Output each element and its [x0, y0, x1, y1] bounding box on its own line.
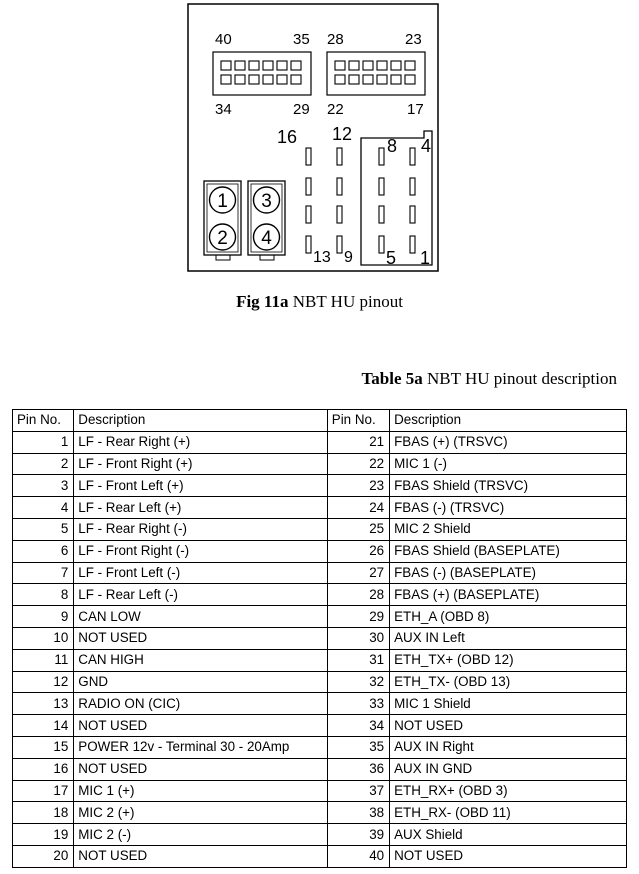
pin-square — [335, 75, 345, 84]
pin-number: 9 — [13, 606, 74, 628]
figure-caption — [0, 292, 639, 312]
pin-number: 37 — [327, 780, 389, 802]
pin-number: 5 — [13, 518, 74, 540]
pin-slot — [306, 178, 311, 195]
pin-slot — [410, 148, 415, 165]
figure-caption-label: Fig 11a — [236, 292, 289, 311]
pin-square — [221, 61, 231, 70]
pin-number: 26 — [327, 540, 389, 562]
pin-square — [235, 61, 245, 70]
pin-description: LF - Front Left (-) — [74, 562, 327, 584]
pin-slot — [410, 178, 415, 195]
table-row — [13, 584, 627, 606]
pin-description: NOT USED — [74, 627, 327, 649]
label-pin-35: 35 — [293, 31, 310, 48]
pin-description: ETH_TX- (OBD 13) — [390, 671, 627, 693]
pin-square — [363, 61, 373, 70]
table-row — [13, 627, 627, 649]
table-header-row — [13, 410, 627, 432]
pin-number: 39 — [327, 824, 389, 846]
pin-number: 22 — [327, 453, 389, 475]
label-pin-1: 1 — [420, 248, 431, 268]
pinout-table — [12, 409, 627, 868]
pin-number: 6 — [13, 540, 74, 562]
pin-number: 34 — [327, 715, 389, 737]
pin-number: 18 — [13, 802, 74, 824]
pin-slot — [306, 206, 311, 223]
label-pin-13: 13 — [313, 249, 331, 266]
pin-slot — [337, 236, 342, 253]
pin-number: 31 — [327, 649, 389, 671]
pin-description: FBAS (-) (BASEPLATE) — [390, 562, 627, 584]
table-row — [13, 431, 627, 453]
power-block-right-tab — [260, 255, 274, 260]
label-pin-8: 8 — [387, 136, 398, 156]
pin-slot — [379, 148, 384, 165]
pin-slot — [337, 148, 342, 165]
table-row — [13, 736, 627, 758]
pin-square — [277, 61, 287, 70]
pin-number: 1 — [13, 431, 74, 453]
label-pin-22: 22 — [327, 101, 344, 118]
header-description-left: Description — [74, 410, 327, 432]
table-caption-label: Table 5a — [361, 369, 423, 388]
pin-number: 17 — [13, 780, 74, 802]
pin-slot — [306, 236, 311, 253]
power-label-1: 1 — [217, 191, 228, 212]
pin-number: 28 — [327, 584, 389, 606]
pin-number: 38 — [327, 802, 389, 824]
power-label-3: 3 — [261, 191, 272, 212]
pin-description: POWER 12v - Terminal 30 - 20Amp — [74, 736, 327, 758]
pin-slot — [337, 206, 342, 223]
pin-description: AUX IN Left — [390, 627, 627, 649]
pin-description: CAN HIGH — [74, 649, 327, 671]
table-row — [13, 540, 627, 562]
table-row — [13, 518, 627, 540]
pin-square — [249, 61, 259, 70]
pin-number: 24 — [327, 497, 389, 519]
pin-number: 11 — [13, 649, 74, 671]
label-pin-4: 4 — [421, 136, 432, 156]
table-row — [13, 845, 627, 867]
pin-description: NOT USED — [390, 845, 627, 867]
pin-number: 35 — [327, 736, 389, 758]
pin-number: 15 — [13, 736, 74, 758]
power-label-4: 4 — [261, 228, 272, 249]
pin-number: 32 — [327, 671, 389, 693]
pin-slot — [306, 148, 311, 165]
table-row — [13, 649, 627, 671]
label-pin-5: 5 — [386, 248, 397, 268]
pin-square — [221, 75, 231, 84]
table-row — [13, 606, 627, 628]
pin-description: RADIO ON (CIC) — [74, 693, 327, 715]
pin-slot — [379, 236, 384, 253]
pin-number: 2 — [13, 453, 74, 475]
pin-description: ETH_TX+ (OBD 12) — [390, 649, 627, 671]
pin-number: 27 — [327, 562, 389, 584]
label-pin-12: 12 — [332, 124, 353, 144]
table-row — [13, 453, 627, 475]
pin-description: MIC 1 Shield — [390, 693, 627, 715]
pin-number: 33 — [327, 693, 389, 715]
pin-description: AUX Shield — [390, 824, 627, 846]
pin-description: LF - Front Right (+) — [74, 453, 327, 475]
pin-square — [363, 75, 373, 84]
table-caption-text: NBT HU pinout description — [422, 369, 617, 388]
pin-description: LF - Rear Right (+) — [74, 431, 327, 453]
pin-description: MIC 2 (-) — [74, 824, 327, 846]
pin-description: CAN LOW — [74, 606, 327, 628]
pin-number: 19 — [13, 824, 74, 846]
pin-description: LF - Rear Right (-) — [74, 518, 327, 540]
pin-square — [335, 61, 345, 70]
pin-square — [235, 75, 245, 84]
pin-square — [391, 75, 401, 84]
table-row — [13, 671, 627, 693]
table-row — [13, 693, 627, 715]
header-pin-no-right: Pin No. — [327, 410, 389, 432]
pin-number: 4 — [13, 497, 74, 519]
power-label-2: 2 — [217, 228, 228, 249]
pin-slot — [410, 236, 415, 253]
pin-description: NOT USED — [390, 715, 627, 737]
pin-slot — [410, 206, 415, 223]
connector-pinout-diagram — [0, 0, 639, 280]
power-block-left-tab — [216, 255, 230, 260]
pin-number: 25 — [327, 518, 389, 540]
pin-description: FBAS (+) (TRSVC) — [390, 431, 627, 453]
pin-description: GND — [74, 671, 327, 693]
pin-block-left — [213, 52, 311, 95]
pin-square — [263, 75, 273, 84]
pin-description: ETH_RX- (OBD 11) — [390, 802, 627, 824]
pin-slot — [337, 178, 342, 195]
pin-description: NOT USED — [74, 715, 327, 737]
pin-description: AUX IN GND — [390, 758, 627, 780]
pin-description: MIC 2 (+) — [74, 802, 327, 824]
header-pin-no-left: Pin No. — [13, 410, 74, 432]
pin-square — [405, 75, 415, 84]
pin-number: 36 — [327, 758, 389, 780]
label-pin-23: 23 — [405, 31, 422, 48]
pin-description: NOT USED — [74, 845, 327, 867]
pin-slot — [379, 206, 384, 223]
pin-number: 14 — [13, 715, 74, 737]
pin-number: 23 — [327, 475, 389, 497]
table-row — [13, 475, 627, 497]
pin-description: LF - Front Left (+) — [74, 475, 327, 497]
pin-square — [291, 75, 301, 84]
table-caption — [362, 369, 618, 389]
pin-square — [377, 61, 387, 70]
pin-description: LF - Rear Left (-) — [74, 584, 327, 606]
table-row — [13, 562, 627, 584]
pin-description: FBAS (+) (BASEPLATE) — [390, 584, 627, 606]
table-row — [13, 715, 627, 737]
pin-number: 29 — [327, 606, 389, 628]
pin-grid-left — [221, 61, 301, 84]
pin-square — [249, 75, 259, 84]
pin-description: FBAS Shield (BASEPLATE) — [390, 540, 627, 562]
pin-description: MIC 2 Shield — [390, 518, 627, 540]
pin-description: LF - Rear Left (+) — [74, 497, 327, 519]
pin-number: 20 — [13, 845, 74, 867]
table-row — [13, 758, 627, 780]
pin-number: 7 — [13, 562, 74, 584]
pin-description: MIC 1 (+) — [74, 780, 327, 802]
label-pin-40: 40 — [215, 31, 232, 48]
pin-square — [349, 75, 359, 84]
label-pin-9: 9 — [344, 249, 353, 266]
pin-description: MIC 1 (-) — [390, 453, 627, 475]
pin-number: 8 — [13, 584, 74, 606]
pin-number: 40 — [327, 845, 389, 867]
pin-description: ETH_RX+ (OBD 3) — [390, 780, 627, 802]
pin-number: 10 — [13, 627, 74, 649]
pin-square — [291, 61, 301, 70]
table-row — [13, 497, 627, 519]
table-row — [13, 824, 627, 846]
pin-description: LF - Front Right (-) — [74, 540, 327, 562]
label-pin-28: 28 — [327, 31, 344, 48]
pin-block-right — [327, 52, 425, 95]
pin-description: AUX IN Right — [390, 736, 627, 758]
label-pin-17: 17 — [407, 101, 424, 118]
figure-caption-text: NBT HU pinout — [288, 292, 403, 311]
pin-number: 30 — [327, 627, 389, 649]
pin-description: FBAS (-) (TRSVC) — [390, 497, 627, 519]
pin-square — [391, 61, 401, 70]
pin-slot — [379, 178, 384, 195]
pin-description: NOT USED — [74, 758, 327, 780]
pin-square — [405, 61, 415, 70]
table-row — [13, 780, 627, 802]
header-description-right: Description — [390, 410, 627, 432]
pin-square — [377, 75, 387, 84]
pin-description: ETH_A (OBD 8) — [390, 606, 627, 628]
pin-number: 16 — [13, 758, 74, 780]
table-row — [13, 802, 627, 824]
pin-square — [263, 61, 273, 70]
label-pin-29: 29 — [293, 101, 310, 118]
label-pin-34: 34 — [215, 101, 232, 118]
pin-number: 12 — [13, 671, 74, 693]
label-pin-16: 16 — [277, 127, 298, 147]
pin-number: 3 — [13, 475, 74, 497]
pin-square — [277, 75, 287, 84]
pin-number: 21 — [327, 431, 389, 453]
pin-square — [349, 61, 359, 70]
pin-grid-right — [335, 61, 415, 84]
pin-description: FBAS Shield (TRSVC) — [390, 475, 627, 497]
pin-number: 13 — [13, 693, 74, 715]
